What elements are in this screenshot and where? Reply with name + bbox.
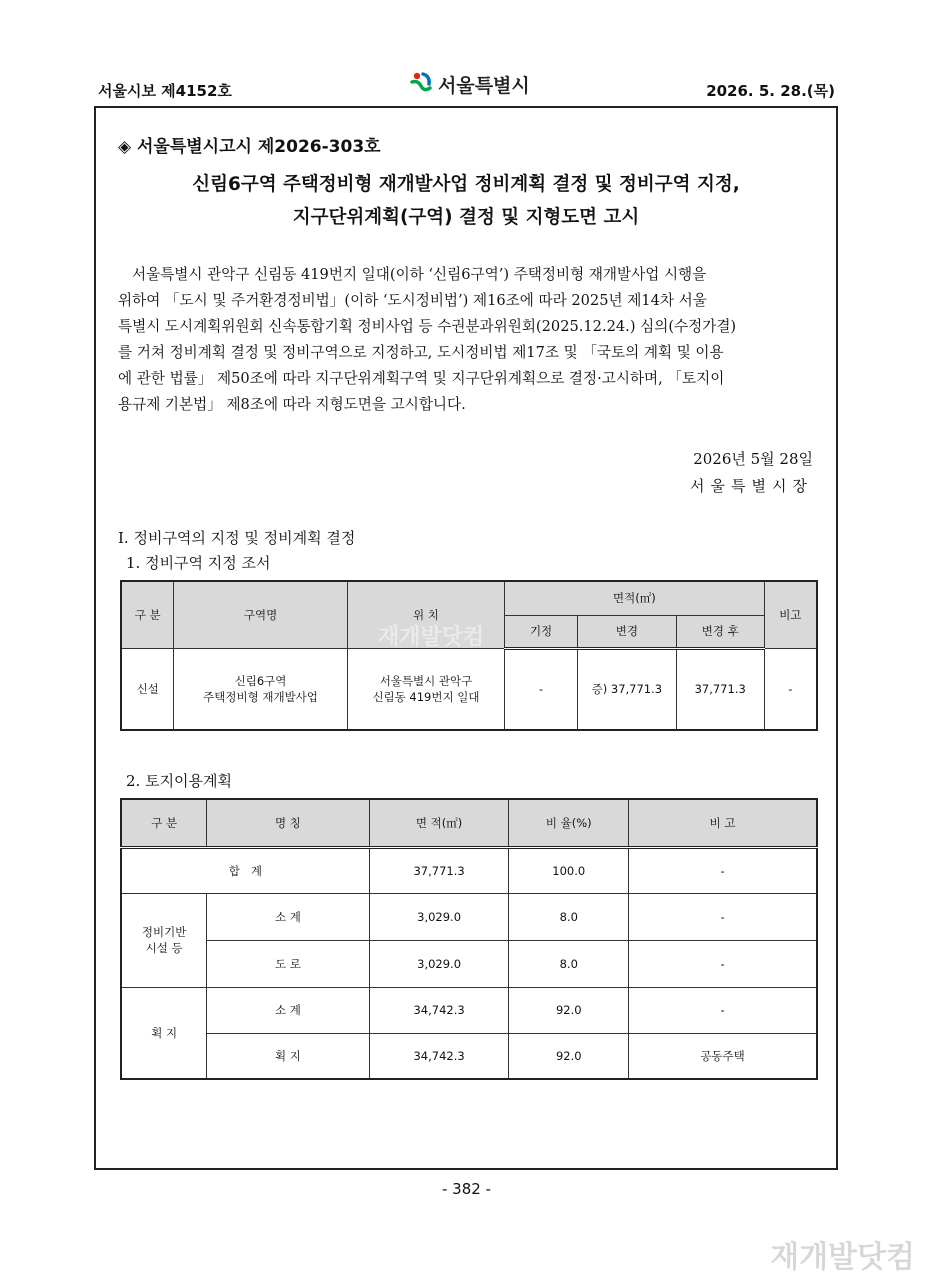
th-note: 비고 — [764, 581, 817, 648]
cell-note: - — [629, 893, 817, 940]
notice-body — [118, 262, 818, 418]
cell-ratio: 8.0 — [509, 940, 629, 987]
watermark-corner: 재개발닷컴 — [770, 1240, 915, 1275]
cell-note: - — [629, 940, 817, 987]
body-line: 위하여 「도시 및 주거환경정비법」(이하 ‘도시정비법’) 제16조에 따라 2025년 제14차 서울 — [118, 292, 707, 309]
body-line: 특별시 도시계획위원회 신속통합기획 정비사업 등 수권분과위원회(2025.12.24.) 심의(수정가결) — [118, 318, 737, 335]
cell-ratio: 92.0 — [509, 1033, 629, 1079]
cell-existing: - — [505, 648, 578, 730]
th-location: 위 치 — [347, 581, 504, 648]
cell-note: 공동주택 — [629, 1033, 817, 1079]
body-line: 용규제 기본법」 제8조에 따라 지형도면을 고시합니다. — [118, 396, 466, 413]
notice-title-line2: 지구단위계획(구역) 결정 및 지형도면 고시 — [292, 207, 640, 228]
th-existing: 기정 — [505, 615, 578, 648]
cell-area: 34,742.3 — [369, 987, 509, 1033]
body-line: 를 거쳐 정비계획 결정 및 정비구역으로 지정하고, 도시정비법 제17조 및 「국토의 계획 및 이용 — [118, 344, 724, 361]
table-row-total — [121, 847, 817, 893]
cell-label: 도 로 — [207, 940, 369, 987]
cell-area: 34,742.3 — [369, 1033, 509, 1079]
cell-ratio: 8.0 — [509, 893, 629, 940]
notice-number: ◈ 서울특별시고시 제2026-303호 — [118, 137, 381, 157]
cell-ratio: 100.0 — [509, 847, 629, 893]
table-row — [121, 893, 817, 940]
notice-title-line1: 신림6구역 주택정비형 재개발사업 정비계획 결정 및 정비구역 지정, — [192, 174, 740, 195]
table-row — [121, 648, 817, 730]
th-change: 변경 — [577, 615, 676, 648]
cell-note: - — [629, 987, 817, 1033]
th-zone-name: 구역명 — [174, 581, 347, 648]
cell-group-lot: 획 지 — [121, 987, 207, 1079]
cell-area: 3,029.0 — [369, 940, 509, 987]
cell-ratio: 92.0 — [509, 987, 629, 1033]
cell-total-label: 합 계 — [121, 847, 369, 893]
th-name: 명 칭 — [207, 799, 369, 847]
table-row — [121, 987, 817, 1033]
seoul-emblem-icon — [408, 70, 434, 98]
cell-after: 37,771.3 — [676, 648, 764, 730]
cell-area: 37,771.3 — [369, 847, 509, 893]
cell-label: 소 계 — [207, 987, 369, 1033]
cell-label: 획 지 — [207, 1033, 369, 1079]
cell-note: - — [764, 648, 817, 730]
th-category: 구 분 — [121, 581, 174, 648]
cell-area: 3,029.0 — [369, 893, 509, 940]
seoul-logo — [408, 70, 530, 98]
land-use-table — [120, 798, 818, 1080]
cell-label: 소 계 — [207, 893, 369, 940]
body-line: 에 관한 법률」 제50조에 따라 지구단위계획구역 및 지구단위계획으로 결정·고시하며, 「토지이 — [118, 370, 725, 387]
th-area: 면적(㎡) — [505, 581, 764, 615]
cell-note: - — [629, 847, 817, 893]
section-heading: Ⅰ. 정비구역의 지정 및 정비계획 결정 — [118, 529, 356, 547]
th-after: 변경 후 — [676, 615, 764, 648]
watermark-center: 재개발닷컴 — [378, 625, 485, 650]
issue-number: 서울시보 제4152호 — [98, 82, 232, 100]
th-category: 구 분 — [121, 799, 207, 847]
th-note: 비 고 — [629, 799, 817, 847]
issue-date: 2026. 5. 28.(목) — [706, 82, 835, 100]
notice-date: 2026년 5월 28일 — [693, 450, 813, 468]
subsection-heading-1: 1. 정비구역 지정 조서 — [126, 554, 271, 572]
zone-designation-table — [120, 580, 818, 731]
cell-change: 증) 37,771.3 — [577, 648, 676, 730]
th-ratio: 비 율(%) — [509, 799, 629, 847]
notice-signer: 서울특별시장 — [690, 477, 813, 495]
cell-category: 신설 — [121, 648, 174, 730]
table-row — [121, 1033, 817, 1079]
cell-zone-name: 신림6구역 주택정비형 재개발사업 — [174, 648, 347, 730]
org-name: 서울특별시 — [438, 74, 530, 97]
subsection-heading-2: 2. 토지이용계획 — [126, 772, 233, 790]
table-row — [121, 940, 817, 987]
th-area: 면 적(㎡) — [369, 799, 509, 847]
cell-location: 서울특별시 관악구 신림동 419번지 일대 — [347, 648, 504, 730]
body-line: 서울특별시 관악구 신림동 419번지 일대(이하 ‘신림6구역’) 주택정비형 재개발사업 시행을 — [132, 266, 707, 283]
page-number: - 382 - — [442, 1180, 491, 1198]
cell-group-infrastructure: 정비기반 시설 등 — [121, 893, 207, 987]
